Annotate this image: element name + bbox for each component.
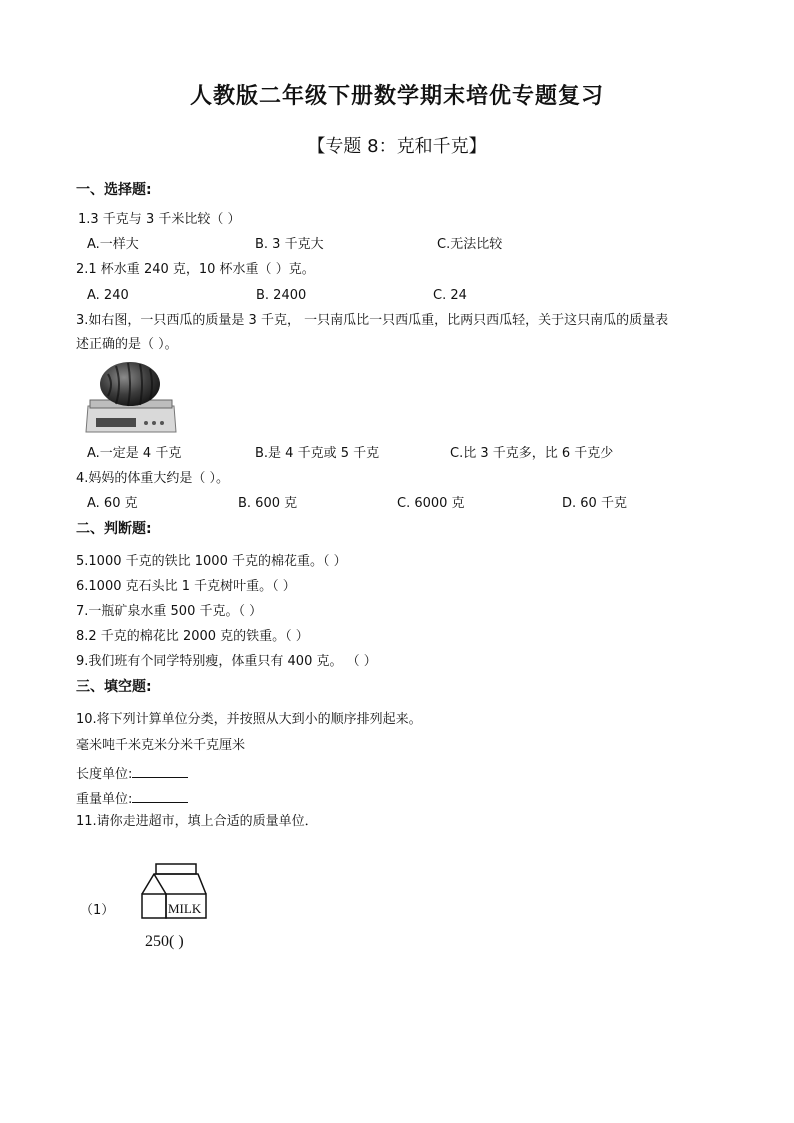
weight-answer-blank[interactable] bbox=[132, 790, 188, 803]
length-answer-blank[interactable] bbox=[132, 765, 188, 778]
q11-part1-quantity: 250( ) bbox=[145, 933, 184, 950]
judge-item-5: 5.1000 千克的铁比 1000 千克的棉花重。（ ） bbox=[76, 554, 347, 569]
q2-option-b: B. 2400 bbox=[256, 288, 307, 303]
q2-stem: 2.1 杯水重 240 克，10 杯水重（ ）克。 bbox=[76, 262, 315, 277]
q1-option-c: C.无法比较 bbox=[437, 237, 503, 252]
q10-stem: 10.将下列计算单位分类，并按照从大到小的顺序排列起来。 bbox=[76, 712, 422, 727]
length-label: 长度单位: bbox=[76, 767, 133, 782]
q2-option-c: C. 24 bbox=[433, 288, 467, 303]
weight-label: 重量单位: bbox=[76, 792, 133, 807]
q3-option-c: C.比 3 千克多，比 6 千克少 bbox=[450, 446, 614, 461]
q1-option-b: B. 3 千克大 bbox=[255, 237, 324, 252]
q3-stem-line1: 3.如右图，一只西瓜的质量是 3 千克， 一只南瓜比一只西瓜重，比两只西瓜轻，关于这只南瓜的质量表 bbox=[76, 313, 669, 328]
watermelon-on-scale-image bbox=[84, 360, 178, 436]
judge-item-8: 8.2 千克的棉花比 2000 克的铁重。（ ） bbox=[76, 629, 309, 644]
section-fill-heading: 三、填空题: bbox=[76, 679, 152, 695]
page-title: 人教版二年级下册数学期末培优专题复习 bbox=[189, 84, 604, 109]
judge-item-7: 7.一瓶矿泉水重 500 千克。（ ） bbox=[76, 604, 263, 619]
milk-carton-icon bbox=[136, 862, 210, 920]
q1-option-a: A.一样大 bbox=[87, 237, 139, 252]
q3-option-a: A.一定是 4 千克 bbox=[87, 446, 182, 461]
q4-option-c: C. 6000 克 bbox=[397, 496, 465, 511]
q4-option-b: B. 600 克 bbox=[238, 496, 298, 511]
q4-option-a: A. 60 克 bbox=[87, 496, 138, 511]
judge-item-9: 9.我们班有个同学特别瘦，体重只有 400 克。 （ ） bbox=[76, 654, 377, 669]
milk-label: MILK bbox=[168, 901, 202, 916]
q10-units: 毫米吨千米克米分米千克厘米 bbox=[76, 738, 246, 753]
q11-stem: 11.请你走进超市，填上合适的质量单位． bbox=[76, 814, 318, 829]
section-judge-heading: 二、判断题: bbox=[76, 521, 152, 537]
q10-length-row bbox=[76, 765, 188, 781]
section-choice-heading: 一、选择题: bbox=[76, 182, 152, 198]
q1-stem: 1.3 千克与 3 千米比较（ ） bbox=[78, 212, 241, 227]
q3-stem-line2: 述正确的是（ ）。 bbox=[76, 337, 178, 352]
page-subtitle: 【专题 8：克和千克】 bbox=[307, 136, 487, 157]
q11-part1-label: （1） bbox=[80, 903, 115, 918]
q2-option-a: A. 240 bbox=[87, 288, 129, 303]
q4-stem: 4.妈妈的体重大约是（ ）。 bbox=[76, 471, 230, 486]
q10-weight-row bbox=[76, 790, 188, 806]
q4-option-d: D. 60 千克 bbox=[562, 496, 627, 511]
judge-item-6: 6.1000 克石头比 1 千克树叶重。（ ） bbox=[76, 579, 296, 594]
q3-option-b: B.是 4 千克或 5 千克 bbox=[255, 446, 380, 461]
